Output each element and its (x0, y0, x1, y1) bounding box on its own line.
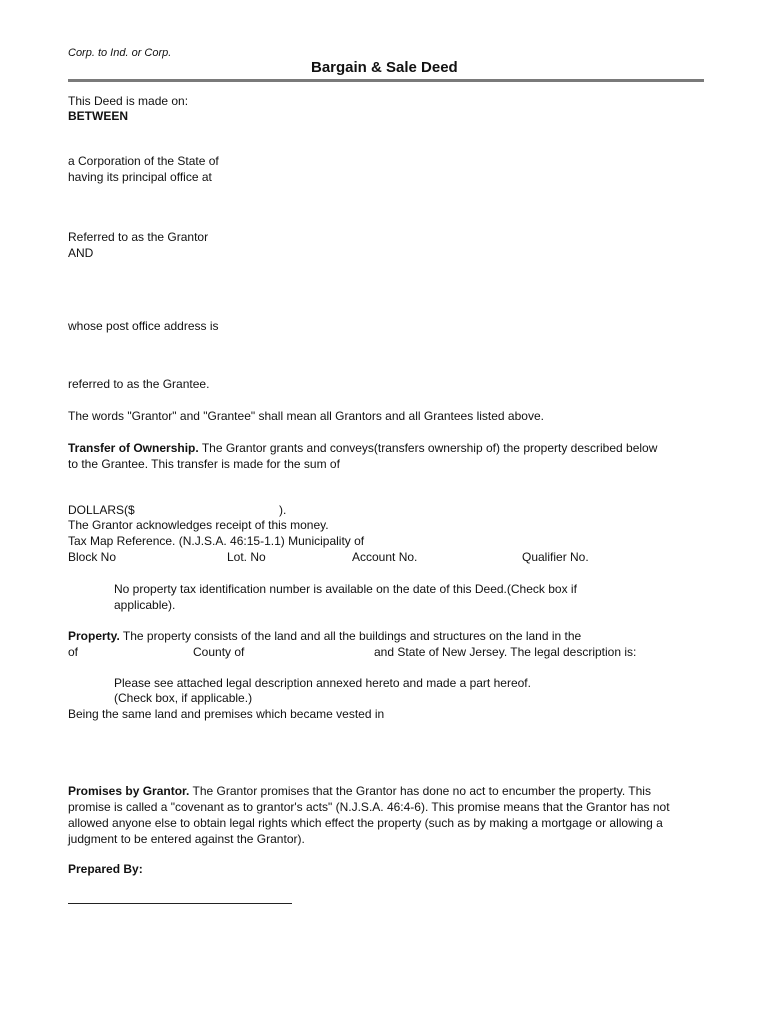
no-tax-id-line2: applicable). (114, 598, 176, 612)
principal-office-label: having its principal office at (68, 170, 212, 184)
between-label: BETWEEN (68, 109, 128, 123)
promises-line1 (68, 783, 651, 799)
transfer-heading: Transfer of Ownership. (68, 441, 199, 455)
transfer-paragraph-line2: to the Grantee. This transfer is made for the sum of (68, 457, 340, 471)
of-label: of (68, 645, 79, 659)
transfer-text: The Grantor grants and conveys(transfers ownership of) the property described below (201, 441, 658, 455)
promises-line2: promise is called a "covenant as to grantor's acts" (N.J.S.A. 46:4-6). This promise means that the Grantor has not (68, 800, 670, 814)
words-definition-text: The words "Grantor" and "Grantee" shall mean all Grantors and all Grantees listed above. (68, 409, 544, 423)
form-type-label: Corp. to Ind. or Corp. (68, 47, 172, 59)
post-office-label: whose post office address is (68, 319, 219, 333)
promises-line3: allowed anyone else to obtain legal rights which effect the property (such as by making a mortgage or allowing a (68, 816, 663, 830)
promises-text: The Grantor promises that the Grantor has done no act to encumber the property. This (192, 784, 651, 798)
check-box-text: (Check box, if applicable.) (114, 691, 253, 705)
property-paragraph-line1 (68, 628, 581, 644)
and-label: AND (68, 246, 94, 260)
see-attached-text: Please see attached legal description annexed hereto and made a part hereof. (114, 676, 531, 690)
lot-no-label: Lot. No (227, 550, 266, 564)
qualifier-no-label: Qualifier No. (522, 550, 589, 564)
block-no-label: Block No (68, 550, 117, 564)
property-text: The property consists of the land and all the buildings and structures on the land in the (122, 629, 582, 643)
account-no-label: Account No. (352, 550, 418, 564)
transfer-paragraph-line1 (68, 440, 657, 456)
made-on-label: This Deed is made on: (68, 94, 189, 108)
no-tax-id-line1: No property tax identification number is available on the date of this Deed.(Check box if (114, 582, 577, 596)
promises-line4: judgment to be entered against the Grantor). (68, 832, 305, 846)
grantee-reference-label: referred to as the Grantee. (68, 377, 210, 391)
acknowledges-text: The Grantor acknowledges receipt of this money. (68, 518, 329, 532)
dollars-close: ). (279, 503, 287, 517)
promises-heading: Promises by Grantor. (68, 784, 190, 798)
state-legal-description-label: and State of New Jersey. The legal description is: (374, 645, 637, 659)
property-heading: Property. (68, 629, 120, 643)
corporation-state-label: a Corporation of the State of (68, 154, 219, 168)
grantor-reference-label: Referred to as the Grantor (68, 230, 209, 244)
title-divider (68, 79, 704, 82)
county-of-label: County of (193, 645, 245, 659)
dollars-label: DOLLARS($ (68, 503, 135, 517)
page-title: Bargain & Sale Deed (311, 59, 458, 76)
signature-line (68, 903, 292, 904)
being-same-text: Being the same land and premises which became vested in (68, 707, 385, 721)
prepared-by-label: Prepared By: (68, 862, 143, 876)
tax-map-label: Tax Map Reference. (N.J.S.A. 46:15-1.1) Municipality of (68, 534, 365, 548)
